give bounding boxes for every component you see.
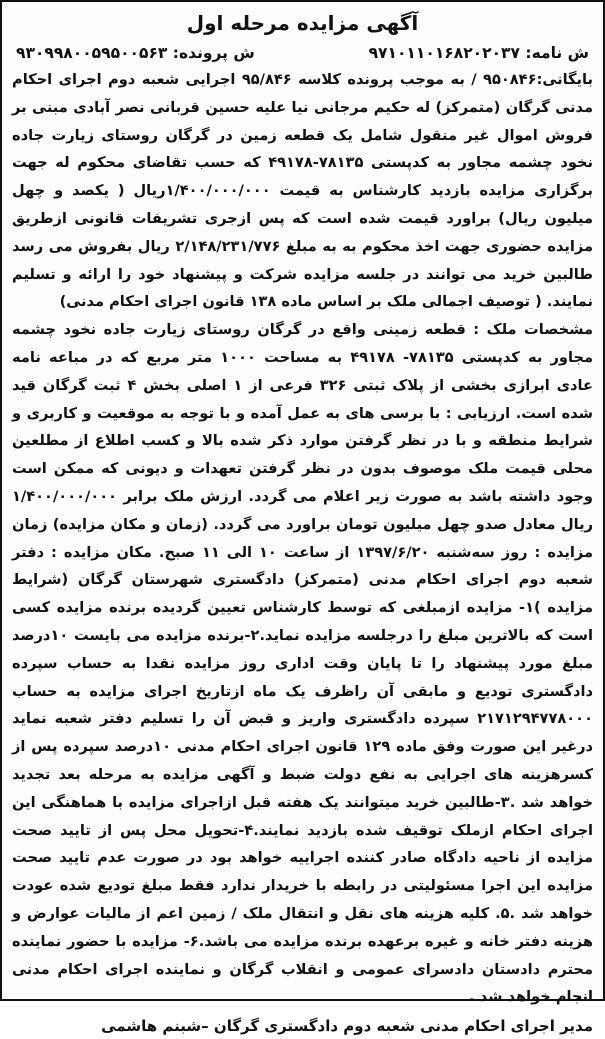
case-number-value: ۹۷۱۰۱۱۰۱۶۸۲۰۲۰۳۷ (368, 44, 520, 62)
case-number-group (369, 40, 589, 66)
file-number-label: ش پرونده: (172, 44, 255, 62)
case-number-label: ش نامه: (525, 44, 589, 62)
notice-paragraph-intro: بایگانی:۹۵۰۸۴۶ / به موجب پرونده کلاسه ۹۵/۸۴۶ اجرایی شعبه دوم اجرای احکام مدنی گرگان (متمرکز) له حکیم مرجانی نیا علیه حسین قربانی نصر آبادی مبنی بر فروش اموال غیر منقول شامل یک قطعه زمین در گرگان روستای زیارت جاده نخود چشمه مجاور به کدپستی ۷۸۱۳۵-۴۹۱۷۸ که حسب تقاضای محکوم له جهت برگزاری مزایده بازدید کارشناس به قیمت ۱/۴۰۰/۰۰۰/۰۰۰ریال ( یکصد و چهل میلیون ریال) براورد قیمت شده است که پس ازجری تشریفات قانونی ازطریق مزایده حضوری جهت اخذ محکوم به به مبلغ ۲/۱۴۸/۲۳۱/۷۷۶ ریال بفروش می رسد طالبین خرید می توانند در جلسه مزایده شرکت و پیشنهاد خود را ارائه و تسلیم نمایند. ( توصیف اجمالی ملک بر اساس ماده ۱۳۸ قانون اجرای احکام مدنی) (12, 71, 593, 311)
file-number-value: ۹۳۰۹۹۸۰۰۵۹۵۰۰۵۶۳ (16, 44, 168, 62)
reference-line (12, 40, 593, 66)
notice-title: آگهی مزایده مرحله اول (186, 11, 419, 35)
signature-line: مدیر اجرای احکام مدنی شعبه دوم دادگستری گرگان –شبنم هاشمی (101, 1017, 593, 1036)
file-number-group (16, 40, 255, 66)
notice-paragraph-details: مشخصات ملک : قطعه زمینی واقع در گرگان روستای زیارت جاده نخود چشمه مجاور به کدپستی ۷۸۱۳۵- ۴۹۱۷۸ به مساحت ۱۰۰۰ متر مربع که در مباعه نامه عادی ابرازی بخشی از پلاک ثبتی ۳۲۶ فرعی از ۱ اصلی بخش ۴ ثبت گرگان قید شده است. ارزیابی : با برسی های به عمل آمده و با توجه به موقعیت و کاربری و شرایط منطقه و با در نظر گرفتن موارد ذکر شده بالا و کسب اطلاع از مطلعین محلی قیمت ملک موصوف بدون در نظر گرفتن تعهدات و دیونی که ممکن است وجود داشته باشد به صورت زیر اعلام می گردد. ارزش ملک برابر ۱/۴۰۰/۰۰۰/۰۰۰ ریال معادل صدو چهل میلیون تومان براورد می گردد. (زمان و مکان مزایده) زمان مزایده : روز سه‌شنبه ۱۳۹۷/۶/۲۰ از ساعت ۱۰ الی ۱۱ صبح. مکان مزایده : دفتر شعبه دوم اجرای احکام مدنی (متمرکز) دادگستری شهرستان گرگان (شرایط مزایده )۱- مزایده ازمبلغی که توسط کارشناس تعیین گردیده برنده مزایده کسی است که بالاترین مبلغ را درجلسه مزایده نماید.۲-برنده مزایده می بایست ۱۰درصد مبلغ مورد پیشنهاد را تا پایان وقت اداری روز مزایده نقدا به حساب سپرده دادگستری تودیع و مابقی آن راظرف یک ماه ازتاریخ اجرای مزایده به حساب ۲۱۷۱۲۹۴۷۷۸۰۰۰ سپرده دادگستری واریز و قبض آن را تسلیم دفتر شعبه نماید درغیر این صورت وفق ماده ۱۲۹ قانون اجرای احکام مدنی ۱۰درصد سپرده پس از کسرهزینه های اجرایی به نفع دولت ضبط و آگهی مزایده به مرحله بعد تجدید خواهد شد .۳-طالبین خرید میتوانند یک هفته قبل ازاجرای مزایده با هماهنگی این اجرای احکام ازملک توقیف شده بازدید نمایند.۴-تحویل محل پس از تایید صحت مزایده از ناحیه دادگاه صادر کننده اجراییه خواهد بود در صورت عدم تایید صحت مزایده این اجرا مسئولیتی در رابطه با خریدار ندارد فقط مبلغ تودیع شده عودت خواهد شد .۵. کلیه هزینه های نقل و انتقال ملک / زمین اعم از مالیات عوارض و هزینه دفتر خانه و غیره برعهده برنده مزایده می باشد.۶- مزایده با حضور نماینده محترم دادستان دادسرای عمومی و انقلاب گرگان و نماینده اجرای احکام مدنی انجام خواهد شد . (12, 321, 594, 1006)
